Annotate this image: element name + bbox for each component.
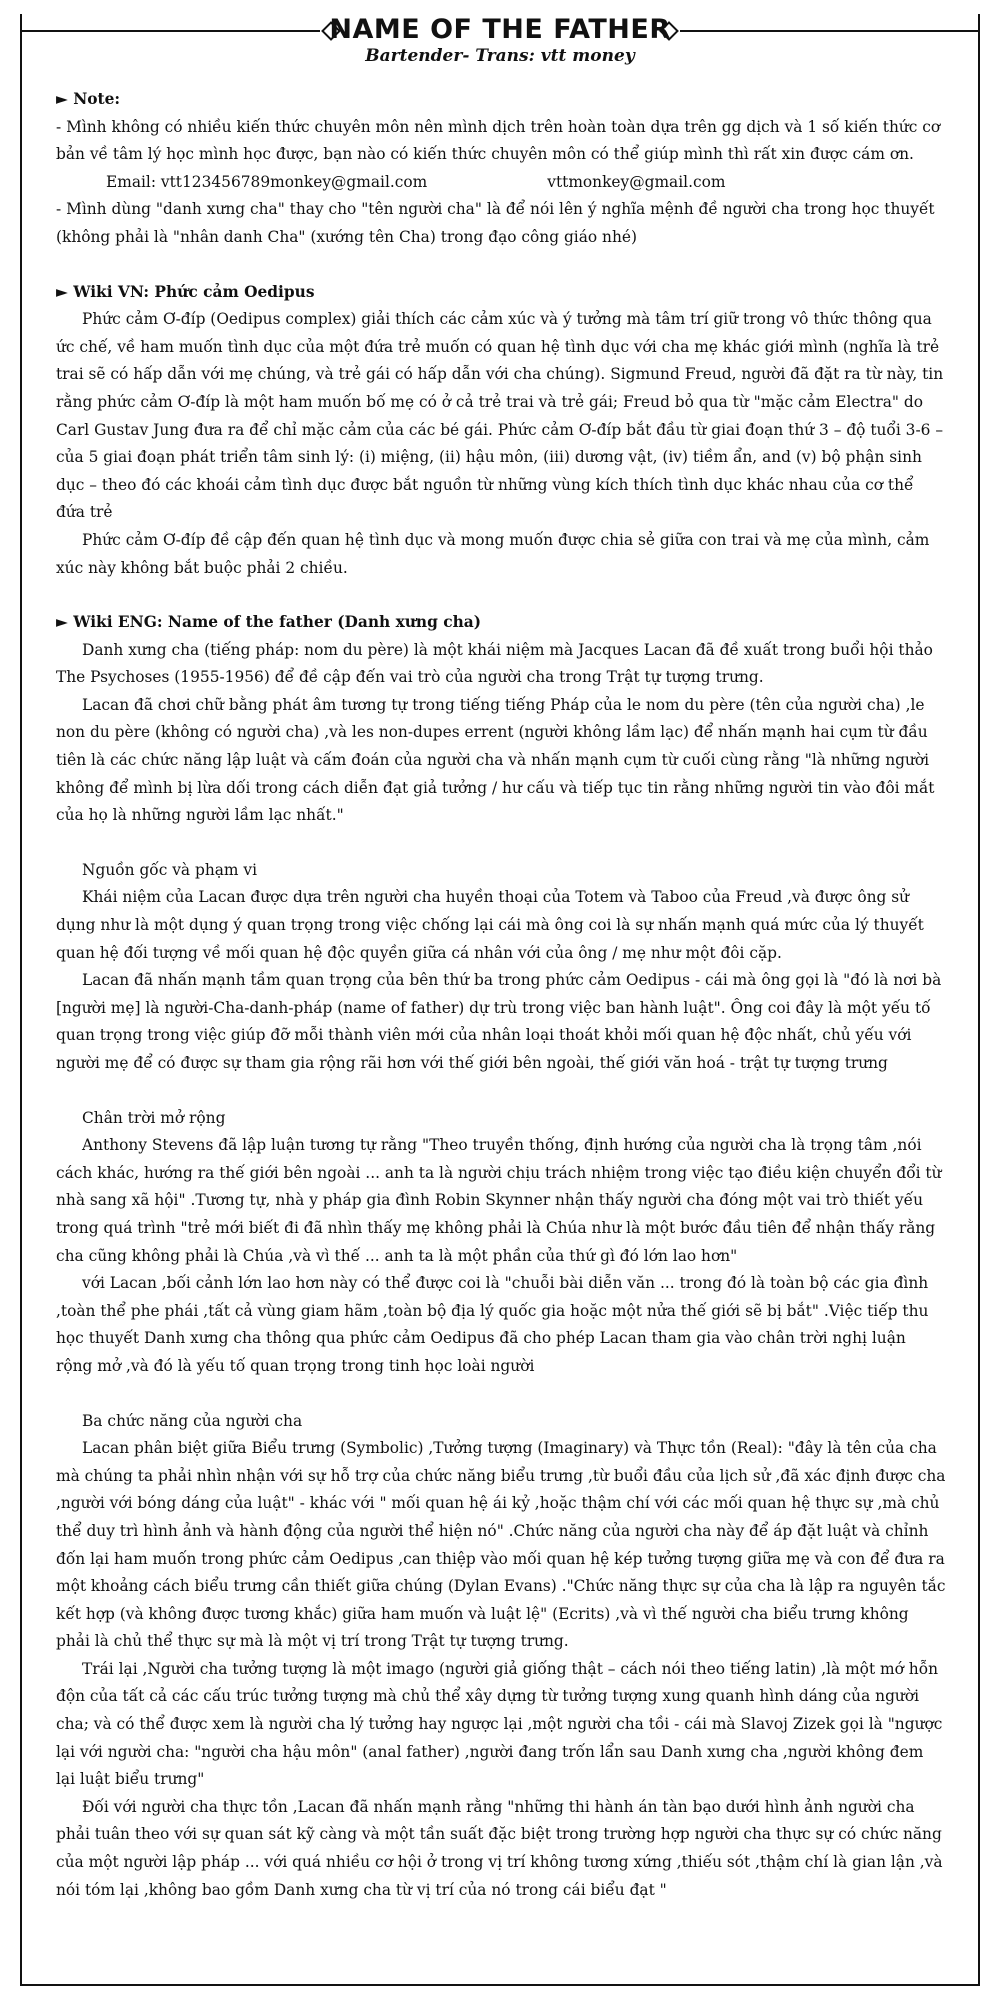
spacer [56,830,946,857]
page-title: NAME OF THE FATHER [329,14,671,45]
wiki-eng-heading: ► Wiki ENG: Name of the father (Danh xưng cha) [56,613,482,632]
wiki-eng-paragraph-2: Lacan đã chơi chữ bằng phát âm tương tự trong tiếng tiếng Pháp của le nom du père (tên của người cha) ,le non du père (không có người cha) ,và les non-dupes errent (người không lầm lạc) để nhấn mạnh hai cụm từ đầu tiên là các chức năng lập luật và cấm đoán của người cha và nhấn mạnh cụm từ cuối cùng rằng "là những người không để mình bị lừa dối trong cách diễn đạt giả tưởng / hư cấu và tiếp tục tin rằng những người tin vào đôi mắt của họ là những người lầm lạc nhất." [56,695,935,825]
email-secondary: vttmonkey@gmail.com [547,172,726,191]
origin-paragraph-2: Lacan đã nhấn mạnh tầm quan trọng của bên thứ ba trong phức cảm Oedipus - cái mà ông gọi là "đó là nơi bà [người mẹ] là người-Cha-danh-pháp (name of father) dự trù trong việc ban hành luật". Ông coi đây là một yếu tố quan trọng trong việc giúp đỡ mỗi thành viên mới của nhân loại thoát khỏi mối quan hệ độc nhất, chủ yếu với người mẹ để có được sự tham gia rộng rãi hơn với thế giới bên ngoài, thế giới văn hoá - trật tự tượng trưng [56,971,942,1072]
spacer [56,1078,946,1105]
note-line-2: - Mình dùng "danh xưng cha" thay cho "tên người cha" là để nói lên ý nghĩa mệnh đề người cha trong học thuyết (không phải là "nhân danh Cha" (xướng tên Cha) trong đạo công giáo nhé) [56,200,935,246]
wiki-eng-paragraph-1: Danh xưng cha (tiếng pháp: nom du père) là một khái niệm mà Jacques Lacan đã đề xuất trong buổi hội thảo The Psychoses (1955-1956) để đề cập đến vai trò của người cha trong Trật tự tượng trưng. [56,640,933,687]
email-primary: Email: vtt123456789monkey@gmail.com [106,172,428,191]
spacer [56,252,946,279]
horizon-paragraph-1: Anthony Stevens đã lập luận tương tự rằng "Theo truyền thống, định hướng của người cha là trọng tâm ,nói cách khác, hướng ra thế giới bên ngoài ... anh ta là người chịu trách nhiệm trong việc tạo điều kiện chuyển đổi từ nhà sang xã hội" .Tương tự, nhà y pháp gia đình Robin Skynner nhận thấy người cha đóng một vai trò thiết yếu trong quá trình "trẻ mới biết đi đã nhìn thấy mẹ không phải là Chúa như là một bước đầu tiên để nhận thấy rằng cha cũng không phải là Chúa ,và vì thế ... anh ta là một phần của thứ gì đó lớn lao hơn" [56,1136,942,1265]
spacer [56,1381,946,1408]
wiki-vn-paragraph-2: Phức cảm Ơ-đíp đề cập đến quan hệ tình dục và mong muốn được chia sẻ giữa con trai và mẹ của mình, cảm xúc này không bắt buộc phải 2 chiều. [56,530,930,577]
page-subtitle: Bartender- Trans: vtt money [365,46,635,66]
wiki-vn-heading: ► Wiki VN: Phức cảm Oedipus [56,282,315,301]
horizon-heading: Chân trời mở rộng [82,1108,226,1127]
note-heading: ► Note: [56,90,121,108]
wiki-vn-paragraph-1: Phức cảm Ơ-đíp (Oedipus complex) giải thích các cảm xúc và ý tưởng mà tâm trí giữ trong vô thức thông qua ức chế, về ham muốn tình dục của một đứa trẻ muốn có quan hệ tình dục với cha mẹ khác giới mình (nghĩa là trẻ trai sẽ có hấp dẫn với mẹ chúng, và trẻ gái có hấp dẫn với cha chúng). Sigmund Freud, người đã đặt ra từ này, tin rằng phức cảm Ơ-đíp là một ham muốn bố mẹ có ở cả trẻ trai và trẻ gái; Freud bỏ qua từ "mặc cảm Electra" do Carl Gustav Jung đưa ra để chỉ mặc cảm của các bé gái. Phức cảm Ơ-đíp bắt đầu từ giai đoạn thứ 3 – độ tuổi 3-6 – của 5 giai đoạn phát triển tâm sinh lý: (i) miệng, (ii) hậu môn, (iii) dương vật, (iv) tiềm ẩn, and (v) bộ phận sinh dục – theo đó các khoái cảm tình dục được bắt nguồn từ những vùng kích thích tình dục khác nhau của cơ thể đứa trẻ [56,310,944,522]
email-line [56,169,946,197]
spacer [56,582,946,609]
three-functions-paragraph-1: Lacan phân biệt giữa Biểu trưng (Symbolic) ,Tưởng tượng (Imaginary) và Thực tồn (Real): "đây là tên của cha mà chúng ta phải nhìn nhận với sự hỗ trợ của chức năng biểu trưng ,từ buổi đầu của lịch sử ,đã xác định được cha ,người với bóng dáng của luật" - khác với " mối quan hệ ái kỷ ,hoặc thậm chí với các mối quan hệ thực sự ,mà chủ thể duy trì hình ảnh và hành động của người thể hiện nó" .Chức năng của người cha này để áp đặt luật và chỉnh đốn lại ham muốn trong phức cảm Oedipus ,can thiệp vào mối quan hệ kép tưởng tượng giữa mẹ và con để đưa ra một khoảng cách biểu trưng cần thiết giữa chúng (Dylan Evans) ."Chức năng thực sự của cha là lập ra nguyên tắc kết hợp (và không được tương khắc) giữa ham muốn và luật lệ" (Ecrits) ,và vì thế người cha biểu trưng không phải là chủ thể thực sự mà là một vị trí trong Trật tự tượng trưng. [56,1439,946,1651]
origin-paragraph-1: Khái niệm của Lacan được dựa trên người cha huyền thoại của Totem và Taboo của Freud ,và được ông sử dụng như là một dụng ý quan trọng trong việc chống lại cái mà ông coi là sự nhấn mạnh quá mức của lý thuyết quan hệ đối tượng về mối quan hệ độc quyền giữa cá nhân với của ông / mẹ như một đôi cặp. [56,888,924,962]
three-functions-heading: Ba chức năng của người cha [82,1411,303,1430]
origin-heading: Nguồn gốc và phạm vi [82,860,258,879]
note-line-1: - Mình không có nhiều kiến thức chuyên môn nên mình dịch trên hoàn toàn dựa trên gg dịch và 1 số kiến thức cơ bản về tâm lý học mình học được, bạn nào có kiến thức chuyên môn có thể giúp mình thì rất xin được cám ơn. [56,117,941,164]
document-body [56,86,946,1904]
three-functions-paragraph-2: Trái lại ,Người cha tưởng tượng là một imago (người giả giống thật – cách nói theo tiếng latin) ,là một mớ hỗn độn của tất cả các cấu trúc tưởng tượng mà chủ thể xây dựng từ tưởng tượng xung quanh hình dáng của người cha; và có thể được xem là người cha lý tưởng hay ngược lại ,một người cha tồi - cái mà Slavoj Zizek gọi là "ngược lại với người cha: "người cha hậu môn" (anal father) ,người đang trốn lẩn sau Danh xưng cha ,người không đem lại luật biểu trưng" [56,1659,943,1789]
three-functions-paragraph-3: Đối với người cha thực tồn ,Lacan đã nhấn mạnh rằng "những thi hành án tàn bạo dưới hình ảnh người cha phải tuân theo với sự quan sát kỹ càng và một tần suất đặc biệt trong trường hợp người cha thực sự có chức năng của một người lập pháp ... với quá nhiều cơ hội ở trong vị trí không tương xứng ,thiếu sót ,thậm chí là gian lận ,và nói tóm lại ,không bao gồm Danh xưng cha từ vị trí của nó trong cái biểu đạt " [56,1797,943,1899]
horizon-paragraph-2: với Lacan ,bối cảnh lớn lao hơn này có thể được coi là "chuỗi bài diễn văn ... trong đó là toàn bộ các gia đình ,toàn thể phe phái ,tất cả vùng giam hãm ,toàn bộ địa lý quốc gia hoặc một nửa thế giới sẽ bị bắt" .Việc tiếp thu học thuyết Danh xưng cha thông qua phức cảm Oedipus đã cho phép Lacan tham gia vào chân trời nghị luận rộng mở ,và đó là yếu tố quan trọng trong tinh học loài người [56,1274,929,1375]
header [0,14,1000,66]
